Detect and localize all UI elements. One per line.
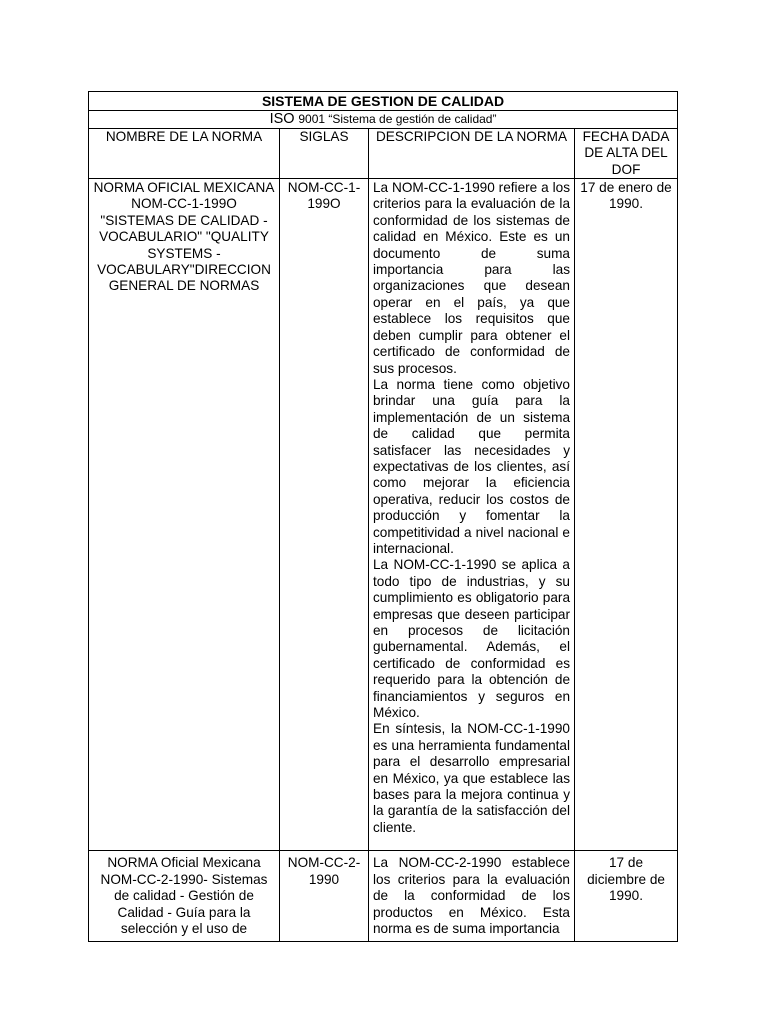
subtitle-row (89, 111, 678, 128)
description-paragraph: La norma tiene como objetivo brindar una guía para la implementación de un sistema de calidad que permita satisfacer las necesidades y expectativas de los clientes, así como mejorar la eficiencia operativa, reducir los costos de producción y fomentar la competitividad a nivel nacional e internacional. (373, 376, 570, 556)
row-nombre-text: NORMA Oficial Mexicana NOM-CC-2-1990- Sistemas de calidad - Gestión de Calidad - Guía para la selección y el uso de (100, 855, 268, 936)
table-row (89, 851, 678, 942)
header-row (89, 128, 678, 178)
header-descripcion: DESCRIPCION DE LA NORMA (369, 128, 575, 178)
row-siglas: NOM-CC-2-1990 (280, 851, 369, 942)
quality-standards-table (88, 91, 678, 942)
header-siglas: SIGLAS (280, 128, 369, 178)
row-fecha: 17 de enero de 1990. (575, 179, 678, 851)
row-descripcion (369, 851, 575, 942)
description-paragraph: La NOM-CC-2-1990 establece los criterios para la evaluación de la conformidad de los productos en México. Esta norma es de suma importancia (373, 855, 570, 936)
row-descripcion-text (373, 855, 570, 937)
row-nombre (89, 851, 280, 942)
row-nombre: NORMA OFICIAL MEXICANA NOM-CC-1-199O "SISTEMAS DE CALIDAD - VOCABULARIO" "QUALITY SYSTEMS - VOCABULARY"DIRECCION GENERAL DE NORMAS (89, 179, 280, 851)
subtitle-description: 9001 “Sistema de gestión de calidad” (298, 112, 497, 127)
header-fecha: FECHA DADA DE ALTA DEL DOF (575, 128, 678, 178)
table-title: SISTEMA DE GESTION DE CALIDAD (89, 92, 678, 111)
header-nombre: NOMBRE DE LA NORMA (89, 128, 280, 178)
description-paragraph: La NOM-CC-1-1990 se aplica a todo tipo de industrias, y su cumplimiento es obligatorio para empresas que deseen participar en procesos de licitación gubernamental. Además, el certificado de conformidad es requerido para la obtención de financiamientos y seguros en México. (373, 557, 570, 721)
description-paragraph: En síntesis, la NOM-CC-1-1990 es una herramienta fundamental para el desarrollo empresarial en México, ya que establece las bases para la mejora continua y la garantía de la satisfacción del cliente. (373, 721, 570, 835)
description-paragraph: La NOM-CC-1-1990 refiere a los criterios para la evaluación de la conformidad de los sistemas de calidad en México. Este es un documento de suma importancia para las organizaciones que desean operar en el país, ya que establece los requisitos que deben cumplir para obtener el certificado de conformidad de sus procesos. (373, 180, 570, 376)
table-subtitle (89, 111, 678, 128)
row-siglas: NOM-CC-1-199O (280, 179, 369, 851)
row-descripcion (369, 179, 575, 851)
subtitle-iso: ISO (269, 111, 295, 128)
title-row (89, 92, 678, 111)
row-fecha: 17 de diciembre de 1990. (575, 851, 678, 942)
table-row (89, 179, 678, 851)
